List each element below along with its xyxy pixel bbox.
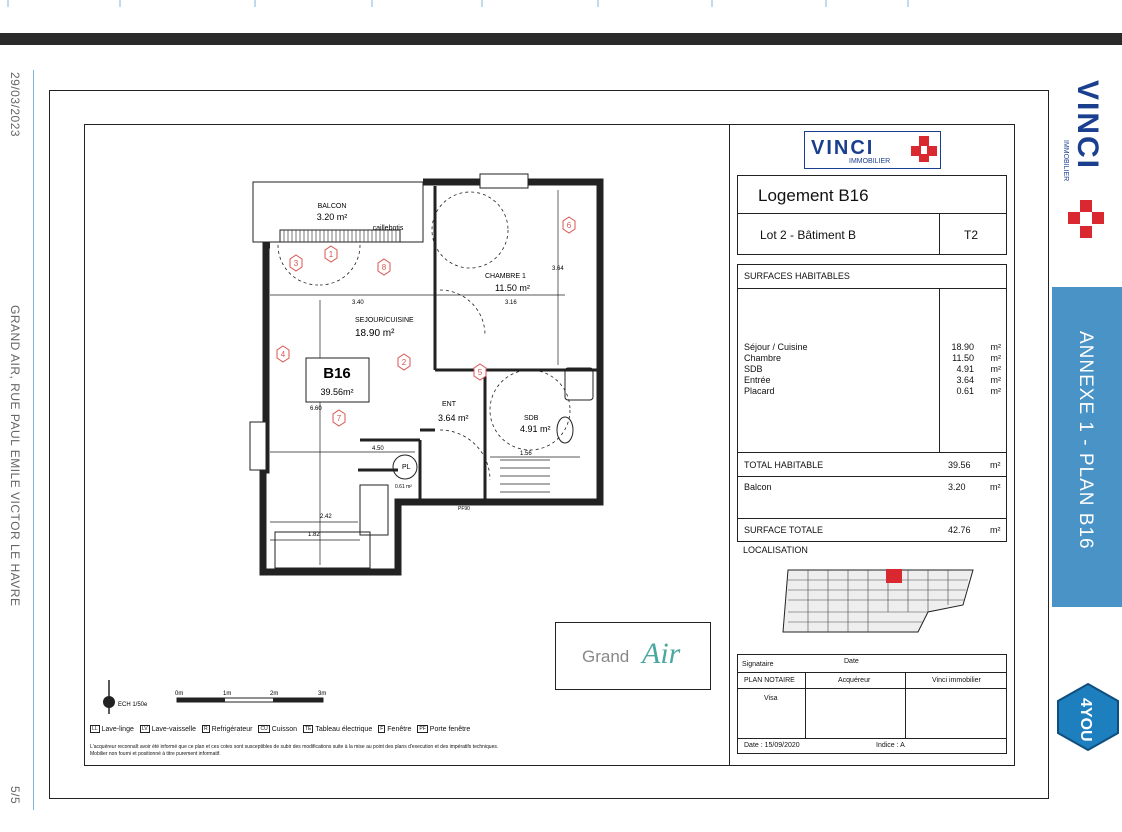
sejour-label: SEJOUR/CUISINE [355, 317, 414, 324]
surface-row-label: Entrée [744, 375, 771, 385]
plan-notaire-cell: PLAN NOTAIRE [737, 672, 807, 690]
vinci-signature-field [905, 688, 1007, 740]
marker-3: 3 [293, 259, 299, 268]
balcon-label: BALCON [317, 203, 347, 210]
legend-item: CU Cuisson [260, 725, 297, 733]
legend-item: F Fenêtre [380, 725, 412, 733]
dim-660: 6.60 [310, 406, 322, 412]
grandair-logo: Grand Air [555, 622, 711, 690]
dim-156: 1.56 [520, 451, 532, 457]
date-vertical: 29/03/2023 [8, 72, 22, 138]
chambre-label: CHAMBRE 1 [485, 273, 526, 280]
dim-242: 2.42 [320, 514, 332, 520]
lot-box [737, 213, 941, 255]
type-label: T2 [964, 228, 979, 242]
pl-label: PL [402, 464, 411, 471]
localisation-label: LOCALISATION [743, 545, 808, 555]
ent-area: 3.64 m² [438, 413, 469, 423]
surface-totale-row: SURFACE TOTALE 42.76 m² [737, 518, 1007, 542]
marker-7: 7 [336, 414, 342, 423]
top-ruler [0, 0, 1122, 8]
dim-364: 3.64 [552, 266, 564, 272]
surface-row-value: 4.91 [956, 364, 974, 374]
fridge-unit [360, 485, 388, 535]
vinci-cell: Vinci immobilier [905, 672, 1007, 690]
marker-6: 6 [566, 221, 572, 230]
annexe-label: ANNEXE 1 - PLAN B16 [1075, 331, 1096, 550]
sejour-area: 18.90 m² [355, 328, 395, 339]
pl-area: 0.61 m² [395, 484, 412, 490]
visa-cell: Visa [737, 688, 807, 740]
surface-row-value: 3.64 [956, 375, 974, 385]
surface-row-value: 11.50 [952, 353, 974, 363]
surface-row-label: Placard [744, 386, 775, 396]
legend-item: PF Porte fenêtre [419, 725, 471, 733]
pf90-label: PF90 [458, 506, 470, 512]
dim-340: 3.40 [352, 300, 364, 306]
scale-bar [95, 676, 345, 718]
marker-4: 4 [280, 350, 286, 359]
window-top [480, 174, 528, 188]
signature-footer: Date : 15/09/2020 Indice : A [737, 738, 1007, 754]
sdb-label: SDB [524, 415, 539, 422]
logement-title: Logement B16 [758, 186, 869, 205]
kitchen-units [275, 532, 370, 568]
scale-tick-2: 2m [270, 691, 279, 697]
marker-2: 2 [401, 358, 407, 367]
scale-tick-0: 0m [175, 691, 184, 697]
disclaimer: L'acquéreur reconnaît avoir été informé que ce plan et ces cotes sont susceptibles de subir des modifications suite à la mise au point des plans d'execution et des impératifs techniques. Mobilier non fourni et positionné à titre purement informatif. [90, 744, 499, 757]
surface-row-label: SDB [744, 364, 763, 374]
scale-label: ECH 1/50e [118, 702, 148, 708]
sdb-area: 4.91 m² [520, 424, 551, 434]
location-highlight [886, 569, 902, 583]
balcon-row: Balcon 3.20 m² [737, 476, 1007, 520]
page-number: 5/5 [8, 786, 22, 805]
left-rule [33, 70, 34, 810]
surface-row-unit: m² [990, 386, 1001, 396]
lot-label: Lot 2 - Bâtiment B [760, 228, 857, 242]
surface-row-unit: m² [990, 342, 1001, 352]
surface-row-label: Séjour / Cuisine [744, 342, 808, 352]
stairs-hatch [500, 460, 550, 492]
type-box [939, 213, 1007, 255]
scale-tick-1: 1m [223, 691, 232, 697]
acquereur-signature-field [805, 688, 907, 740]
annexe-tab [1052, 287, 1122, 607]
legend-item: LV Lave-vaisselle [141, 725, 196, 733]
surface-row-unit: m² [990, 375, 1001, 385]
logement-title-box [737, 175, 1007, 215]
legend-item: TE Tableau électrique [305, 725, 373, 733]
signature-header: Signataire Date [737, 654, 1007, 674]
marker-1: 1 [328, 250, 334, 259]
chambre-area: 11.50 m² [495, 283, 530, 293]
floor-plan [240, 170, 620, 580]
legend-item: R Refrigérateur [203, 725, 253, 733]
scale-tick-3: 3m [318, 691, 327, 697]
surfaces-labels [737, 288, 941, 454]
localisation-map [778, 560, 978, 640]
vinci-cross-icon [1066, 198, 1106, 242]
unit-area: 39.56m² [320, 387, 354, 397]
dim-182: 1.82 [308, 532, 320, 538]
address-vertical: GRAND AIR, RUE PAUL EMILE VICTOR LE HAVRE [8, 305, 22, 607]
unit-code: B16 [323, 365, 351, 382]
legend-item: LL Lave-linge [92, 725, 134, 733]
surface-row-unit: m² [990, 364, 1001, 374]
surfaces-values [939, 288, 1007, 454]
balcon-area: 3.20 m² [316, 212, 348, 222]
marker-5: 5 [477, 368, 483, 377]
legend [90, 725, 470, 733]
total-habitable-row: TOTAL HABITABLE 39.56 m² [737, 452, 1007, 478]
4you-badge: 4YOU [1054, 682, 1122, 752]
dim-316: 3.16 [505, 300, 517, 306]
vinci-logo: VINCI IMMOBILIER [804, 131, 941, 169]
caillebotis-label: caillebotis [372, 225, 404, 232]
dim-450: 4.50 [372, 446, 384, 452]
ent-label: ENT [442, 401, 456, 408]
marker-8: 8 [381, 263, 387, 272]
surface-row-value: 0.61 [956, 386, 974, 396]
vinci-cross-icon [909, 134, 939, 164]
top-band [0, 33, 1122, 45]
surfaces-header: SURFACES HABITABLES [737, 264, 1007, 290]
surface-row-label: Chambre [744, 353, 782, 363]
acquereur-cell: Acquéreur [805, 672, 907, 690]
surface-row-value: 18.90 [951, 342, 974, 352]
surface-row-unit: m² [990, 353, 1001, 363]
washbasin [565, 368, 593, 400]
vinci-vertical-logo: VINCI IMMOBILIER [1062, 80, 1110, 250]
window-left [250, 422, 266, 470]
